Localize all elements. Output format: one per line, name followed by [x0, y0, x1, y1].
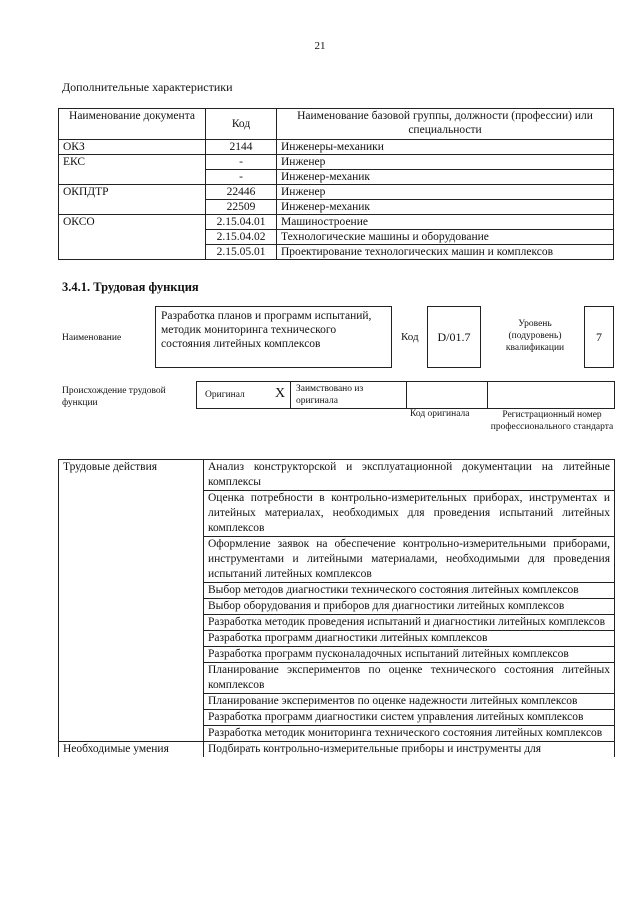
- original-mark: X: [275, 386, 286, 401]
- table-row: [59, 215, 614, 230]
- table-row: [59, 460, 615, 491]
- cell-name: Инженер: [277, 155, 614, 170]
- cell-code: 22509: [206, 200, 277, 215]
- cell-name: Технологические машины и оборудование: [277, 230, 614, 245]
- cell-name: Машиностроение: [277, 215, 614, 230]
- table-row: [59, 155, 614, 170]
- cell-name: Инженер-механик: [277, 200, 614, 215]
- header-code: Код: [206, 109, 277, 140]
- action-item: Планирование экспериментов по оценке технического состояния литейных комплексов: [204, 663, 615, 694]
- actions-label: Трудовые действия: [59, 460, 204, 742]
- reg-number-label: Регистрационный номер профессионального стандарта: [490, 410, 614, 432]
- action-item: Анализ конструкторской и эксплуатационной документации на литейные комплексы: [204, 460, 615, 491]
- action-item: Выбор оборудования и приборов для диагностики литейных комплексов: [204, 599, 615, 615]
- action-item: Разработка методик мониторинга технического состояния литейных комплексов: [204, 726, 615, 742]
- cell-name: Инженер: [277, 185, 614, 200]
- cell-name: Инженер-механик: [277, 170, 614, 185]
- cell-code: -: [206, 155, 277, 170]
- cell-code: -: [206, 170, 277, 185]
- table-row: [59, 140, 614, 155]
- function-code-box: D/01.7: [427, 306, 481, 368]
- classification-table: [58, 108, 614, 260]
- cell-code: 2.15.04.02: [206, 230, 277, 245]
- borrowed-label: Заимствовано из оригинала: [296, 384, 364, 406]
- header-document: Наименование документа: [59, 109, 206, 140]
- cell-code: 2144: [206, 140, 277, 155]
- skills-label: Необходимые умения: [59, 742, 204, 758]
- action-item: Разработка методик проведения испытаний и диагностики литейных комплексов: [204, 615, 615, 631]
- level-label: Уровень (подуровень) квалификации: [505, 319, 565, 353]
- cell-doc: ОКСО: [59, 215, 206, 260]
- code-label: Код: [401, 331, 419, 343]
- header-name: Наименование базовой группы, должности (профессии) или специальности: [277, 109, 614, 140]
- action-item: Выбор методов диагностики технического состояния литейных комплексов: [204, 583, 615, 599]
- cell-doc: ОКЗ: [59, 140, 206, 155]
- action-item: Планирование экспериментов по оценке надежности литейных комплексов: [204, 694, 615, 710]
- cell-doc: ЕКС: [59, 155, 206, 185]
- name-label: Наименование: [62, 333, 122, 343]
- cell-code: 22446: [206, 185, 277, 200]
- cell-name: Проектирование технологических машин и комплексов: [277, 245, 614, 260]
- cell-code: 2.15.05.01: [206, 245, 277, 260]
- original-label: Оригинал: [205, 390, 245, 400]
- labor-actions-table: [58, 459, 615, 757]
- table-row: [59, 185, 614, 200]
- cell-code: 2.15.04.01: [206, 215, 277, 230]
- action-item: Оценка потребности в контрольно-измерительных приборах, инструментах и литейных материалах, необходимых для проведения испытаний литейных комплексов: [204, 491, 615, 537]
- section-heading: Дополнительные характеристики: [62, 80, 233, 94]
- table-row: [59, 742, 615, 758]
- cell-name: Инженеры-механики: [277, 140, 614, 155]
- action-item: Разработка программ диагностики систем управления литейных комплексов: [204, 710, 615, 726]
- page-number: 21: [314, 40, 326, 52]
- reg-number-box: [487, 381, 615, 409]
- code-original-box: [406, 381, 488, 409]
- action-item: Оформление заявок на обеспечение контрольно-измерительными приборами, инструментами и литейными материалами, необходимыми для проведения испытаний литейных комплексов: [204, 537, 615, 583]
- function-name-box: Разработка планов и программ испытаний, методик мониторинга технического состояния литейных комплексов: [155, 306, 392, 368]
- level-box: 7: [584, 306, 614, 368]
- origin-label: Происхождение трудовой функции: [62, 386, 166, 408]
- function-title: 3.4.1. Трудовая функция: [62, 280, 199, 294]
- action-item: Разработка программ пусконаладочных испытаний литейных комплексов: [204, 647, 615, 663]
- table-header-row: [59, 109, 614, 140]
- action-item: Разработка программ диагностики литейных комплексов: [204, 631, 615, 647]
- cell-doc: ОКПДТР: [59, 185, 206, 215]
- skill-item: Подбирать контрольно-измерительные приборы и инструменты для: [204, 742, 615, 758]
- code-original-label: Код оригинала: [410, 409, 470, 419]
